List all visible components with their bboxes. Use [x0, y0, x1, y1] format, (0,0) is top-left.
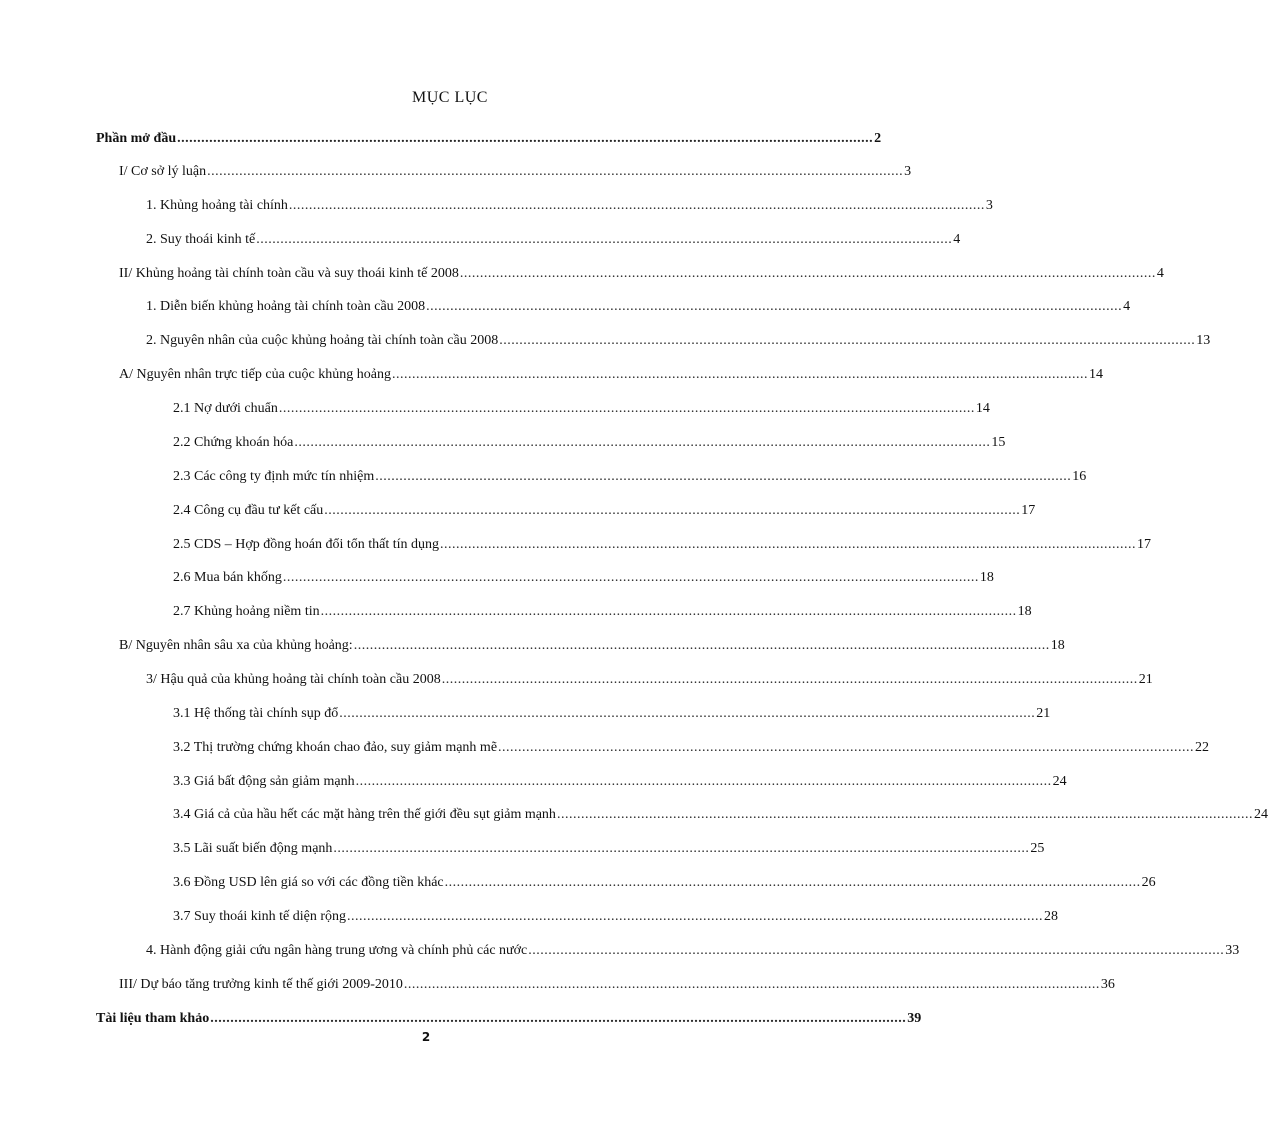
toc-entry-label: 3/ Hậu quả của khủng hoảng tài chính toàn cầu 2008: [146, 672, 441, 687]
toc-entry: [173, 907, 1059, 927]
dot-leader: ..............................................................................................................................................................................: [355, 774, 1052, 789]
toc-entry-label: II/ Khủng hoảng tài chính toàn cầu và suy thoái kinh tế 2008: [119, 266, 459, 281]
dot-leader: ..............................................................................................................................................................................: [256, 232, 953, 247]
toc-entry-label: 1. Khủng hoảng tài chính: [146, 198, 288, 213]
toc-entry-label: Tài liệu tham khảo: [96, 1011, 210, 1026]
toc-entry: [173, 399, 990, 419]
dot-leader: ..............................................................................................................................................................................: [353, 638, 1050, 653]
dot-leader: ..............................................................................................................................................................................: [440, 537, 1137, 552]
dot-leader: ..............................................................................................................................................................................: [403, 977, 1100, 992]
toc-entry: [146, 941, 1240, 961]
dot-leader: ..............................................................................................................................................................................: [339, 706, 1036, 721]
toc-entry-label: 3.7 Suy thoái kinh tế diện rộng: [173, 909, 347, 924]
dot-leader: ..............................................................................................................................................................................: [207, 164, 904, 179]
toc-entry-label: 3.1 Hệ thống tài chính sụp đổ: [173, 706, 339, 721]
toc-entry-label: III/ Dự báo tăng trưởng kinh tế thế giới 2009-2010: [119, 977, 403, 992]
toc-entry-page: 3: [904, 164, 912, 179]
toc-entry-label: A/ Nguyên nhân trực tiếp của cuộc khủng hoảng: [119, 367, 391, 382]
toc-title: MỤC LỤC: [412, 89, 488, 106]
toc-entry-page: 26: [1141, 875, 1156, 890]
toc-entry-page: 18: [979, 570, 994, 585]
toc-entry-label: 2. Nguyên nhân của cuộc khủng hoảng tài chính toàn cầu 2008: [146, 333, 499, 348]
toc-entry-page: 17: [1137, 537, 1152, 552]
toc-entry-page: 14: [1088, 367, 1103, 382]
dot-leader: ..............................................................................................................................................................................: [347, 909, 1044, 924]
toc-entry: [173, 433, 1006, 453]
toc-entry-page: 4: [1156, 266, 1164, 281]
page-number: 2: [421, 1030, 431, 1044]
toc-entry-label: 2.7 Khủng hoảng niềm tin: [173, 604, 320, 619]
toc-entry-page: 28: [1044, 909, 1059, 924]
toc-entry: [173, 738, 1210, 758]
toc-entry-page: 2: [874, 131, 882, 146]
toc-entry: [173, 467, 1087, 487]
dot-leader: ..............................................................................................................................................................................: [375, 469, 1072, 484]
toc-entry: [146, 196, 993, 216]
toc-entry-label: 2.1 Nợ dưới chuẩn: [173, 401, 278, 416]
toc-entry-page: 22: [1195, 740, 1210, 755]
toc-entry: [173, 805, 1268, 825]
dot-leader: ..............................................................................................................................................................................: [294, 435, 991, 450]
dot-leader: ..............................................................................................................................................................................: [210, 1011, 907, 1026]
toc-entry-page: 21: [1138, 672, 1153, 687]
toc-entry-label: 4. Hành động giải cứu ngân hàng trung ương và chính phủ các nước: [146, 943, 528, 958]
toc-entry: [146, 230, 961, 250]
toc-entry-label: 2.6 Mua bán khống: [173, 570, 282, 585]
toc-entry-label: 3.6 Đồng USD lên giá so với các đồng tiền khác: [173, 875, 444, 890]
toc-entry-label: Phần mở đầu: [96, 131, 177, 146]
toc-entry-label: 2. Suy thoái kinh tế: [146, 232, 256, 247]
toc-entry-page: 14: [975, 401, 990, 416]
toc-entry-page: 4: [1123, 299, 1131, 314]
toc-entry-label: 2.4 Công cụ đầu tư kết cấu: [173, 503, 324, 518]
toc-entry: [146, 297, 1131, 317]
toc-entry: [146, 331, 1211, 351]
toc-entry-page: 25: [1030, 841, 1045, 856]
toc-entry-label: 2.2 Chứng khoán hóa: [173, 435, 294, 450]
toc-entry: [119, 162, 912, 182]
toc-entry: [173, 602, 1032, 622]
toc-entry-label: 2.5 CDS – Hợp đồng hoán đổi tổn thất tín dụng: [173, 537, 440, 552]
toc-entry-label: 3.2 Thị trường chứng khoán chao đảo, suy giảm mạnh mẽ: [173, 740, 498, 755]
toc-entry-label: 3.3 Giá bất động sản giảm mạnh: [173, 774, 355, 789]
dot-leader: ..............................................................................................................................................................................: [177, 131, 874, 146]
toc-entry-label: I/ Cơ sở lý luận: [119, 164, 207, 179]
toc-entry-label: 3.4 Giá cả của hầu hết các mặt hàng trên thế giới đều sụt giảm mạnh: [173, 807, 556, 822]
toc-entry-label: 2.3 Các công ty định mức tín nhiệm: [173, 469, 375, 484]
toc-entry: [173, 772, 1067, 792]
toc-entry-label: 1. Diễn biến khủng hoảng tài chính toàn cầu 2008: [146, 299, 426, 314]
toc-entry: [96, 1009, 922, 1029]
dot-leader: ..............................................................................................................................................................................: [391, 367, 1088, 382]
toc-entry: [119, 636, 1065, 656]
toc-entry-page: 17: [1021, 503, 1036, 518]
toc-entry-page: 36: [1100, 977, 1115, 992]
toc-entry: [146, 670, 1153, 690]
toc-entry-page: 24: [1052, 774, 1067, 789]
toc-entry: [173, 535, 1152, 555]
dot-leader: ..............................................................................................................................................................................: [441, 672, 1138, 687]
toc-entry-page: 13: [1196, 333, 1211, 348]
dot-leader: ..............................................................................................................................................................................: [426, 299, 1123, 314]
toc-entry-page: 16: [1072, 469, 1087, 484]
dot-leader: ..............................................................................................................................................................................: [320, 604, 1017, 619]
toc-entry: [173, 873, 1156, 893]
toc-entry-page: 21: [1036, 706, 1051, 721]
toc-entry-page: 18: [1050, 638, 1065, 653]
toc-entry-label: B/ Nguyên nhân sâu xa của khủng hoảng:: [119, 638, 353, 653]
dot-leader: ..............................................................................................................................................................................: [528, 943, 1225, 958]
toc-entry: [173, 568, 994, 588]
toc-entry-page: 4: [953, 232, 961, 247]
toc-entry-page: 18: [1017, 604, 1032, 619]
toc-entry-page: 15: [991, 435, 1006, 450]
toc-entry-page: 33: [1225, 943, 1240, 958]
dot-leader: ..............................................................................................................................................................................: [556, 807, 1253, 822]
dot-leader: ..............................................................................................................................................................................: [282, 570, 979, 585]
toc-entry: [119, 365, 1103, 385]
toc-entry: [173, 839, 1045, 859]
dot-leader: ..............................................................................................................................................................................: [324, 503, 1021, 518]
toc-entry: [119, 264, 1164, 284]
toc-entry: [173, 704, 1051, 724]
dot-leader: ..............................................................................................................................................................................: [498, 740, 1195, 755]
toc-entry-page: 3: [985, 198, 993, 213]
dot-leader: ..............................................................................................................................................................................: [333, 841, 1030, 856]
toc-entry: [173, 501, 1036, 521]
dot-leader: ..............................................................................................................................................................................: [459, 266, 1156, 281]
toc-entry-page: 24: [1253, 807, 1268, 822]
toc-entry: [119, 975, 1115, 995]
dot-leader: ..............................................................................................................................................................................: [278, 401, 975, 416]
dot-leader: ..............................................................................................................................................................................: [499, 333, 1196, 348]
dot-leader: ..............................................................................................................................................................................: [288, 198, 985, 213]
toc-entry-label: 3.5 Lãi suất biến động mạnh: [173, 841, 333, 856]
toc-entry: [96, 129, 882, 149]
toc-entry-page: 39: [907, 1011, 922, 1026]
dot-leader: ..............................................................................................................................................................................: [444, 875, 1141, 890]
